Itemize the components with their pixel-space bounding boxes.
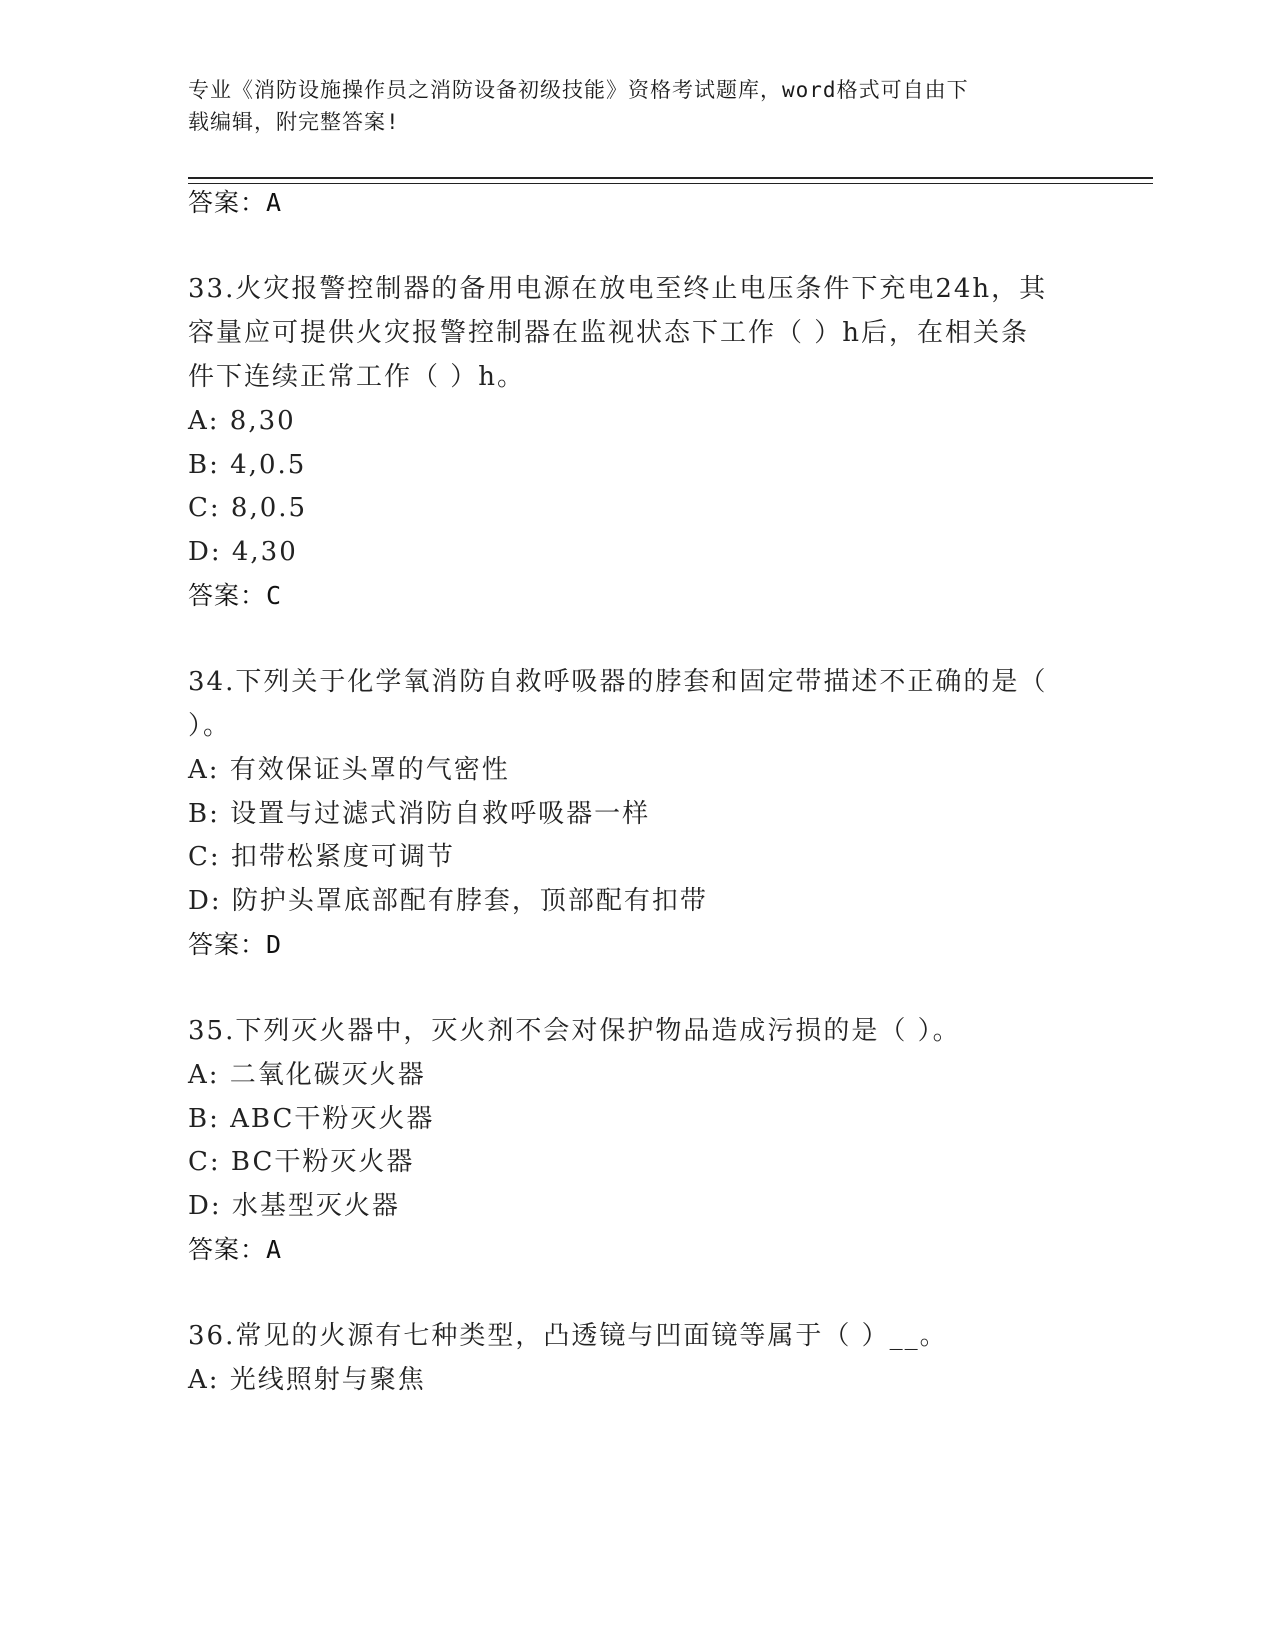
header-rule-thin [188,183,1153,184]
question-34-line-2: ）。 [188,711,232,741]
question-35-option-b: B: ABC干粉灭火器 [188,1104,435,1134]
question-33-answer: 答案：C [188,581,283,610]
question-35-option-d: D: 水基型灭火器 [188,1191,400,1221]
question-34-option-d: D: 防护头罩底部配有脖套，顶部配有扣带 [188,886,708,916]
question-34-answer: 答案：D [188,930,283,959]
header-line-2: 载编辑，附完整答案! [188,110,400,134]
question-35-answer: 答案：A [188,1235,283,1264]
question-36-option-a: A: 光线照射与聚焦 [188,1365,426,1395]
question-33-option-a: A: 8,30 [188,406,296,436]
question-33-line-1: 33.火灾报警控制器的备用电源在放电至终止电压条件下充电24h，其 [188,274,1048,304]
question-34-option-b: B: 设置与过滤式消防自救呼吸器一样 [188,799,651,829]
question-33-option-c: C: 8,0.5 [188,493,308,523]
header-line-1: 专业《消防设施操作员之消防设备初级技能》资格考试题库，word格式可自由下 [188,78,969,102]
document-header [188,74,1068,138]
question-33-line-3: 件下连续正常工作（ ）h。 [188,362,526,392]
question-35-option-c: C: BC干粉灭火器 [188,1147,415,1177]
header-rule-thick [188,177,1153,179]
question-33-option-b: B: 4,0.5 [188,450,307,480]
question-34-option-c: C: 扣带松紧度可调节 [188,842,455,872]
question-33-line-2: 容量应可提供火灾报警控制器在监视状态下工作（ ）h后，在相关条 [188,318,1030,348]
question-35-line-1: 35.下列灭火器中，灭火剂不会对保护物品造成污损的是（ ）。 [188,1016,961,1046]
answer-label: 答案：A [188,188,283,217]
question-36-line-1: 36.常见的火源有七种类型，凸透镜与凹面镜等属于（ ）__。 [188,1321,948,1351]
question-34-option-a: A: 有效保证头罩的气密性 [188,755,510,785]
question-34-line-1: 34.下列关于化学氧消防自救呼吸器的脖套和固定带描述不正确的是（ [188,667,1048,697]
question-35-option-a: A: 二氧化碳灭火器 [188,1060,426,1090]
question-33-option-d: D: 4,30 [188,537,298,567]
